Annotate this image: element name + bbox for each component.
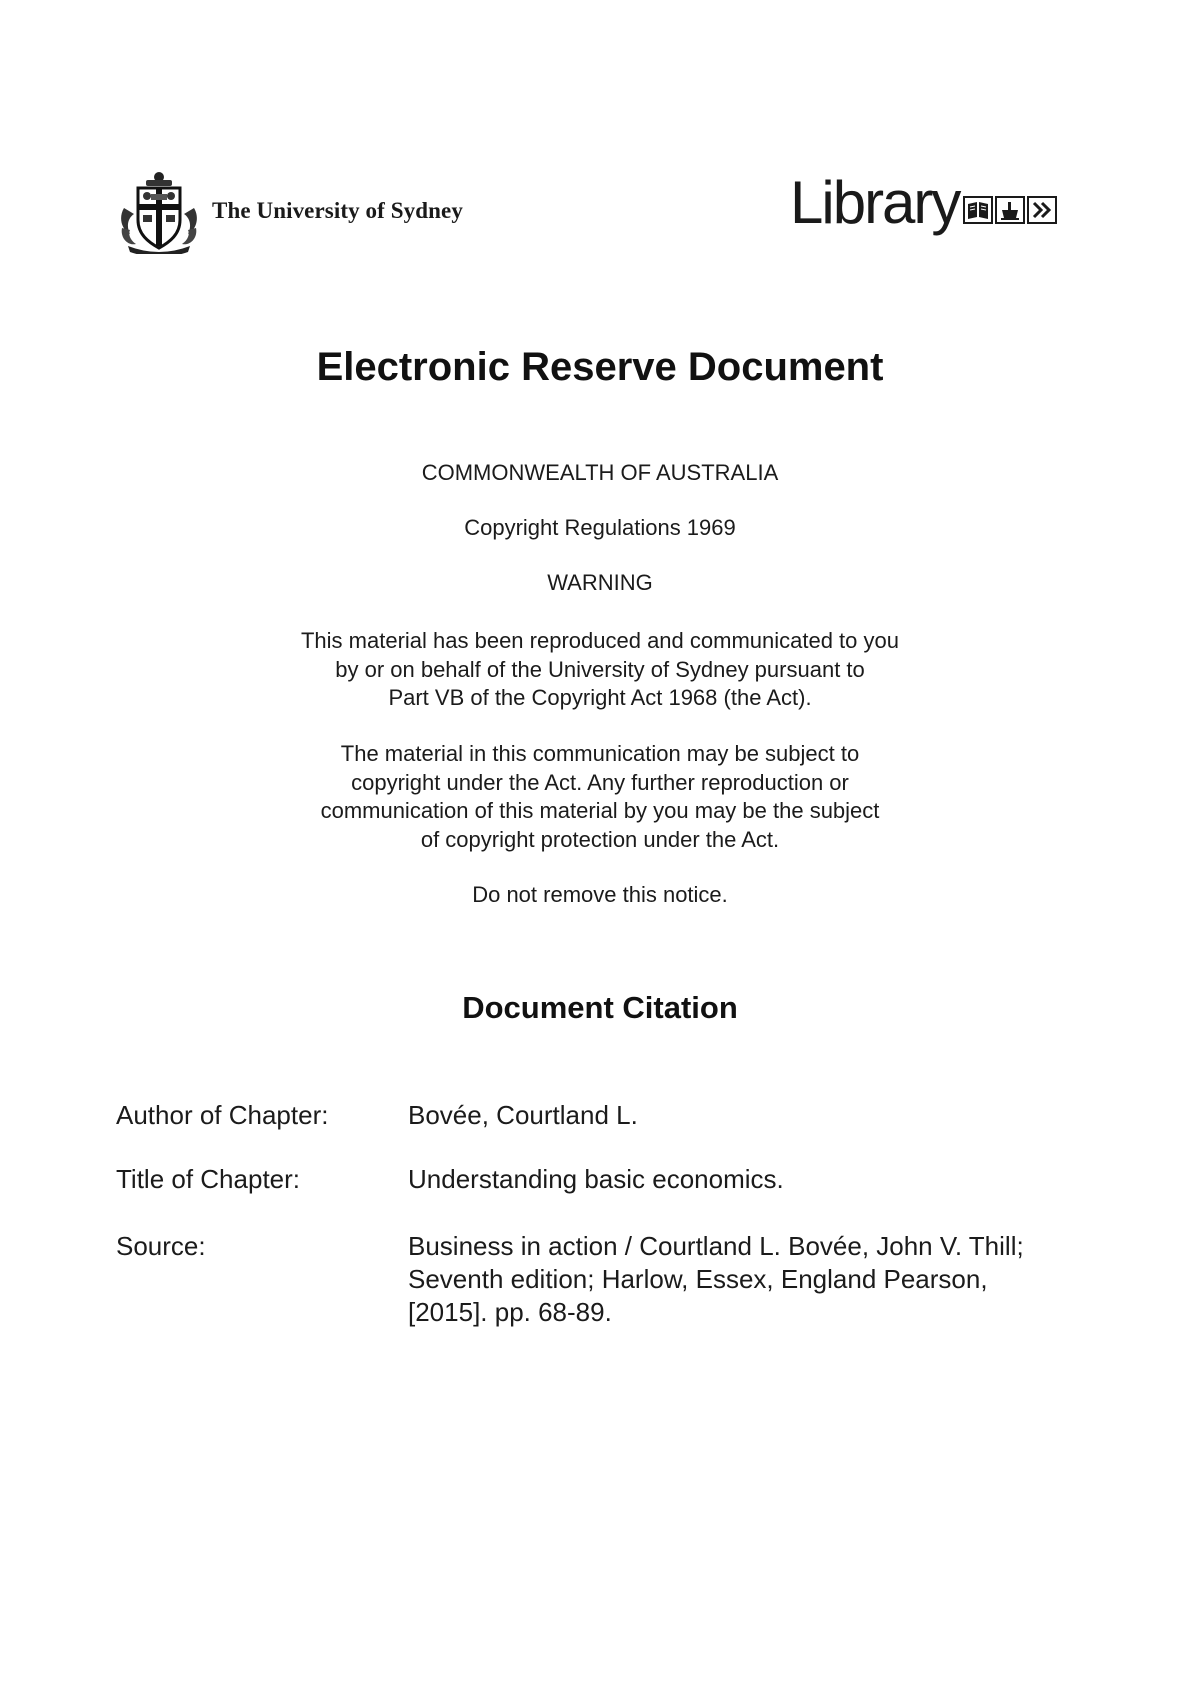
library-wordmark: Library	[790, 169, 960, 236]
notice-paragraph-2-line: communication of this material by you may be the subject	[320, 798, 880, 823]
notice-paragraph-2	[0, 740, 1200, 854]
citation-label: Source:	[116, 1231, 206, 1261]
notice-paragraph-2-line: The material in this communication may be subject to	[340, 741, 860, 766]
double-chevron-right-icon	[1027, 196, 1057, 224]
document-title: Electronic Reserve Document	[316, 345, 884, 389]
citation-label: Title of Chapter:	[116, 1164, 301, 1194]
notice-paragraph-1-line: by or on behalf of the University of Sydney pursuant to	[335, 656, 865, 682]
citation-value-line: Understanding basic economics.	[408, 1164, 784, 1194]
notice-regulations: Copyright Regulations 1969	[464, 515, 736, 540]
citation-value	[408, 1099, 1096, 1132]
notice-paragraph-1-line: Part VB of the Copyright Act 1968 (the Act).	[388, 685, 812, 710]
notice-commonwealth: COMMONWEALTH OF AUSTRALIA	[421, 460, 779, 485]
lamp-icon	[995, 196, 1025, 224]
citation-value	[408, 1230, 1096, 1329]
citation-value-line: Seventh edition; Harlow, Essex, England Pearson,	[408, 1264, 988, 1294]
citation-row-author	[116, 1099, 1096, 1132]
notice-paragraph-2-line: copyright under the Act. Any further reproduction or	[351, 769, 849, 795]
citation-value-line: Business in action / Courtland L. Bovée, John V. Thill;	[408, 1231, 1024, 1261]
citation-heading: Document Citation	[462, 990, 738, 1025]
citation-value-line: [2015]. pp. 68-89.	[408, 1297, 612, 1327]
citation-value	[408, 1163, 1096, 1196]
library-logo	[790, 168, 1059, 238]
citation-label: Author of Chapter:	[116, 1100, 329, 1130]
notice-paragraph-1	[0, 627, 1200, 713]
notice-paragraph-2-line: of copyright protection under the Act.	[420, 826, 780, 852]
notice-do-not-remove: Do not remove this notice.	[472, 882, 728, 907]
notice-paragraph-1-line: This material has been reproduced and communicated to you	[300, 628, 899, 653]
citation-value-line: Bovée, Courtland L.	[408, 1100, 638, 1130]
citation-row-title	[116, 1163, 1096, 1196]
library-icon-group	[963, 196, 1059, 224]
notice-warning: WARNING	[547, 570, 653, 595]
book-icon	[963, 196, 993, 224]
university-crest-icon	[118, 168, 200, 254]
university-logo	[118, 168, 463, 254]
university-name: The University of Sydney	[212, 198, 463, 223]
citation-row-source	[116, 1230, 1096, 1329]
